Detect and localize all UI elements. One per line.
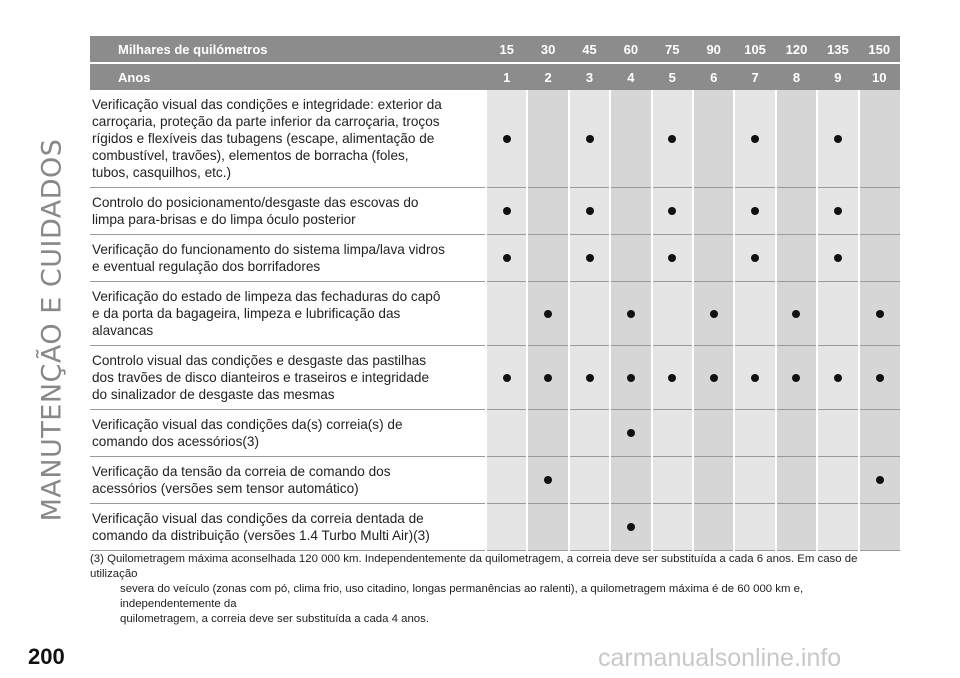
interval-cell: [776, 188, 817, 235]
scheduled-dot-icon: [586, 374, 594, 382]
scheduled-dot-icon: [503, 207, 511, 215]
header-km-cell: 15: [486, 36, 527, 63]
interval-cell: [817, 410, 858, 457]
operation-description-line: combustível, travões), elementos de borracha (foles,: [92, 148, 409, 163]
operation-description-line: Verificação visual das condições da(s) correia(s) de: [92, 417, 403, 432]
interval-cell: [569, 346, 610, 410]
interval-cell: [776, 410, 817, 457]
operation-description-line: Verificação do estado de limpeza das fechaduras do capô: [92, 289, 441, 304]
interval-cell: [734, 282, 775, 346]
interval-cell: [652, 410, 693, 457]
interval-cell: [652, 90, 693, 188]
header-row-km: [90, 36, 900, 63]
interval-cell: [776, 346, 817, 410]
interval-cell: [486, 90, 527, 188]
interval-cell: [652, 235, 693, 282]
interval-cell: [859, 188, 900, 235]
header-year-cell: 6: [693, 63, 734, 90]
operation-description: [90, 504, 486, 551]
operation-description-line: Verificação da tensão da correia de comando dos: [92, 464, 391, 479]
scheduled-dot-icon: [834, 207, 842, 215]
interval-cell: [693, 90, 734, 188]
scheduled-dot-icon: [627, 310, 635, 318]
scheduled-dot-icon: [503, 374, 511, 382]
header-year-cell: 7: [734, 63, 775, 90]
operation-description: [90, 282, 486, 346]
scheduled-dot-icon: [586, 135, 594, 143]
header-km-cell: 30: [527, 36, 568, 63]
operation-description-line: rígidos e flexíveis das tubagens (escape, alimentação de: [92, 131, 435, 146]
interval-cell: [527, 282, 568, 346]
scheduled-dot-icon: [751, 254, 759, 262]
interval-cell: [776, 90, 817, 188]
interval-cell: [693, 504, 734, 551]
operation-description-line: Controlo visual das condições e desgaste das pastilhas: [92, 353, 427, 368]
scheduled-dot-icon: [668, 254, 676, 262]
interval-cell: [693, 410, 734, 457]
scheduled-dot-icon: [876, 374, 884, 382]
interval-cell: [734, 90, 775, 188]
interval-cell: [527, 188, 568, 235]
interval-cell: [776, 457, 817, 504]
scheduled-dot-icon: [751, 374, 759, 382]
scheduled-dot-icon: [544, 476, 552, 484]
interval-cell: [652, 346, 693, 410]
interval-cell: [652, 282, 693, 346]
interval-cell: [610, 188, 651, 235]
interval-cell: [610, 504, 651, 551]
scheduled-dot-icon: [710, 310, 718, 318]
interval-cell: [859, 235, 900, 282]
header-km-cell: 105: [734, 36, 775, 63]
header-km-cell: 75: [652, 36, 693, 63]
interval-cell: [734, 457, 775, 504]
interval-cell: [569, 457, 610, 504]
interval-cell: [527, 410, 568, 457]
scheduled-dot-icon: [503, 254, 511, 262]
operation-description: [90, 410, 486, 457]
operation-description-line: Verificação visual das condições da correia dentada de: [92, 511, 424, 526]
table-row: [90, 282, 900, 346]
interval-cell: [693, 188, 734, 235]
operation-description: [90, 90, 486, 188]
operation-description-line: alavancas: [92, 323, 154, 338]
header-km-cell: 90: [693, 36, 734, 63]
interval-cell: [527, 457, 568, 504]
interval-cell: [859, 282, 900, 346]
interval-cell: [734, 346, 775, 410]
footnote: [90, 552, 900, 627]
table-row: [90, 235, 900, 282]
scheduled-dot-icon: [586, 254, 594, 262]
interval-cell: [486, 188, 527, 235]
interval-cell: [734, 188, 775, 235]
operation-description-line: acessórios (versões sem tensor automático): [92, 481, 359, 496]
interval-cell: [486, 504, 527, 551]
interval-cell: [569, 504, 610, 551]
operation-description-line: do sinalizador de desgaste das mesmas: [92, 387, 335, 402]
operation-description: [90, 346, 486, 410]
scheduled-dot-icon: [710, 374, 718, 382]
header-year-cell: 8: [776, 63, 817, 90]
scheduled-dot-icon: [792, 374, 800, 382]
header-year-cell: 9: [817, 63, 858, 90]
operation-description-line: Controlo do posicionamento/desgaste das escovas do: [92, 195, 419, 210]
section-title: MANUTENÇÃO E CUIDADOS: [36, 138, 68, 522]
interval-cell: [652, 188, 693, 235]
interval-cell: [776, 282, 817, 346]
interval-cell: [817, 346, 858, 410]
interval-cell: [776, 504, 817, 551]
interval-cell: [610, 282, 651, 346]
footnote-line: severa do veículo (zonas com pó, clima frio, uso citadino, longas permanências ao ralenti), a quilometragem máxima é de 60 000 km e, independentemente da: [120, 583, 804, 610]
operation-description-line: Verificação visual das condições e integridade: exterior da: [92, 97, 442, 112]
scheduled-dot-icon: [627, 429, 635, 437]
header-km-cell: 60: [610, 36, 651, 63]
scheduled-dot-icon: [544, 374, 552, 382]
interval-cell: [859, 90, 900, 188]
operation-description-line: limpa para-brisas e do limpa óculo posterior: [92, 212, 356, 227]
interval-cell: [817, 457, 858, 504]
interval-cell: [817, 235, 858, 282]
operation-description-line: carroçaria, proteção da parte inferior da carroçaria, troços: [92, 114, 440, 129]
table-row: [90, 346, 900, 410]
header-km-cell: 135: [817, 36, 858, 63]
header-km-cell: 120: [776, 36, 817, 63]
interval-cell: [859, 346, 900, 410]
scheduled-dot-icon: [876, 310, 884, 318]
interval-cell: [693, 346, 734, 410]
table-row: [90, 504, 900, 551]
operation-description-line: Verificação do funcionamento do sistema limpa/lava vidros: [92, 242, 445, 257]
interval-cell: [527, 235, 568, 282]
scheduled-dot-icon: [627, 523, 635, 531]
operation-description-line: tubos, casquilhos, etc.): [92, 165, 232, 180]
header-km-cell: 150: [859, 36, 900, 63]
interval-cell: [734, 410, 775, 457]
interval-cell: [652, 504, 693, 551]
scheduled-dot-icon: [544, 310, 552, 318]
interval-cell: [486, 235, 527, 282]
header-row-years: [90, 63, 900, 90]
interval-cell: [652, 457, 693, 504]
operation-description: [90, 188, 486, 235]
interval-cell: [776, 235, 817, 282]
interval-cell: [486, 457, 527, 504]
interval-cell: [610, 410, 651, 457]
table-row: [90, 457, 900, 504]
operation-description: [90, 235, 486, 282]
scheduled-dot-icon: [586, 207, 594, 215]
interval-cell: [527, 504, 568, 551]
scheduled-dot-icon: [876, 476, 884, 484]
interval-cell: [486, 282, 527, 346]
header-year-cell: 2: [527, 63, 568, 90]
table-row: [90, 410, 900, 457]
operation-description-line: e da porta da bagageira, limpeza e lubrificação das: [92, 306, 401, 321]
interval-cell: [859, 457, 900, 504]
interval-cell: [817, 90, 858, 188]
page-number: 200: [28, 644, 65, 669]
table-row: [90, 188, 900, 235]
header-year-cell: 3: [569, 63, 610, 90]
interval-cell: [693, 282, 734, 346]
interval-cell: [817, 504, 858, 551]
interval-cell: [569, 410, 610, 457]
interval-cell: [817, 282, 858, 346]
interval-cell: [527, 346, 568, 410]
scheduled-dot-icon: [834, 135, 842, 143]
operation-description-line: comando da distribuição (versões 1.4 Turbo Multi Air)(3): [92, 528, 430, 543]
maintenance-schedule-table: [90, 36, 900, 551]
interval-cell: [610, 346, 651, 410]
scheduled-dot-icon: [503, 135, 511, 143]
header-year-cell: 4: [610, 63, 651, 90]
header-km-cell: 45: [569, 36, 610, 63]
scheduled-dot-icon: [668, 135, 676, 143]
header-km-label: Milhares de quilómetros: [90, 36, 486, 63]
header-year-cell: 1: [486, 63, 527, 90]
interval-cell: [693, 235, 734, 282]
scheduled-dot-icon: [751, 135, 759, 143]
footnote-line: quilometragem, a correia deve ser substituída a cada 4 anos.: [120, 613, 429, 625]
watermark: carmanualsonline.info: [598, 644, 842, 672]
table-body: [90, 90, 900, 551]
interval-cell: [569, 235, 610, 282]
interval-cell: [859, 410, 900, 457]
interval-cell: [610, 235, 651, 282]
scheduled-dot-icon: [834, 254, 842, 262]
interval-cell: [734, 504, 775, 551]
interval-cell: [486, 346, 527, 410]
interval-cell: [734, 235, 775, 282]
interval-cell: [693, 457, 734, 504]
scheduled-dot-icon: [792, 310, 800, 318]
interval-cell: [610, 90, 651, 188]
header-year-cell: 5: [652, 63, 693, 90]
operation-description: [90, 457, 486, 504]
scheduled-dot-icon: [834, 374, 842, 382]
interval-cell: [486, 410, 527, 457]
scheduled-dot-icon: [668, 374, 676, 382]
scheduled-dot-icon: [668, 207, 676, 215]
interval-cell: [859, 504, 900, 551]
header-years-label: Anos: [90, 63, 486, 90]
scheduled-dot-icon: [751, 207, 759, 215]
footnote-line: (3) Quilometragem máxima aconselhada 120 000 km. Independentemente da quilometragem, a correia deve ser substituída a cada 6 anos. Em caso de utilização: [90, 553, 858, 580]
operation-description-line: comando dos acessórios(3): [92, 434, 259, 449]
scheduled-dot-icon: [627, 374, 635, 382]
table-row: [90, 90, 900, 188]
header-year-cell: 10: [859, 63, 900, 90]
interval-cell: [610, 457, 651, 504]
interval-cell: [569, 282, 610, 346]
interval-cell: [569, 188, 610, 235]
operation-description-line: e eventual regulação dos borrifadores: [92, 259, 321, 274]
interval-cell: [817, 188, 858, 235]
operation-description-line: dos travões de disco dianteiros e traseiros e integridade: [92, 370, 430, 385]
interval-cell: [569, 90, 610, 188]
interval-cell: [527, 90, 568, 188]
